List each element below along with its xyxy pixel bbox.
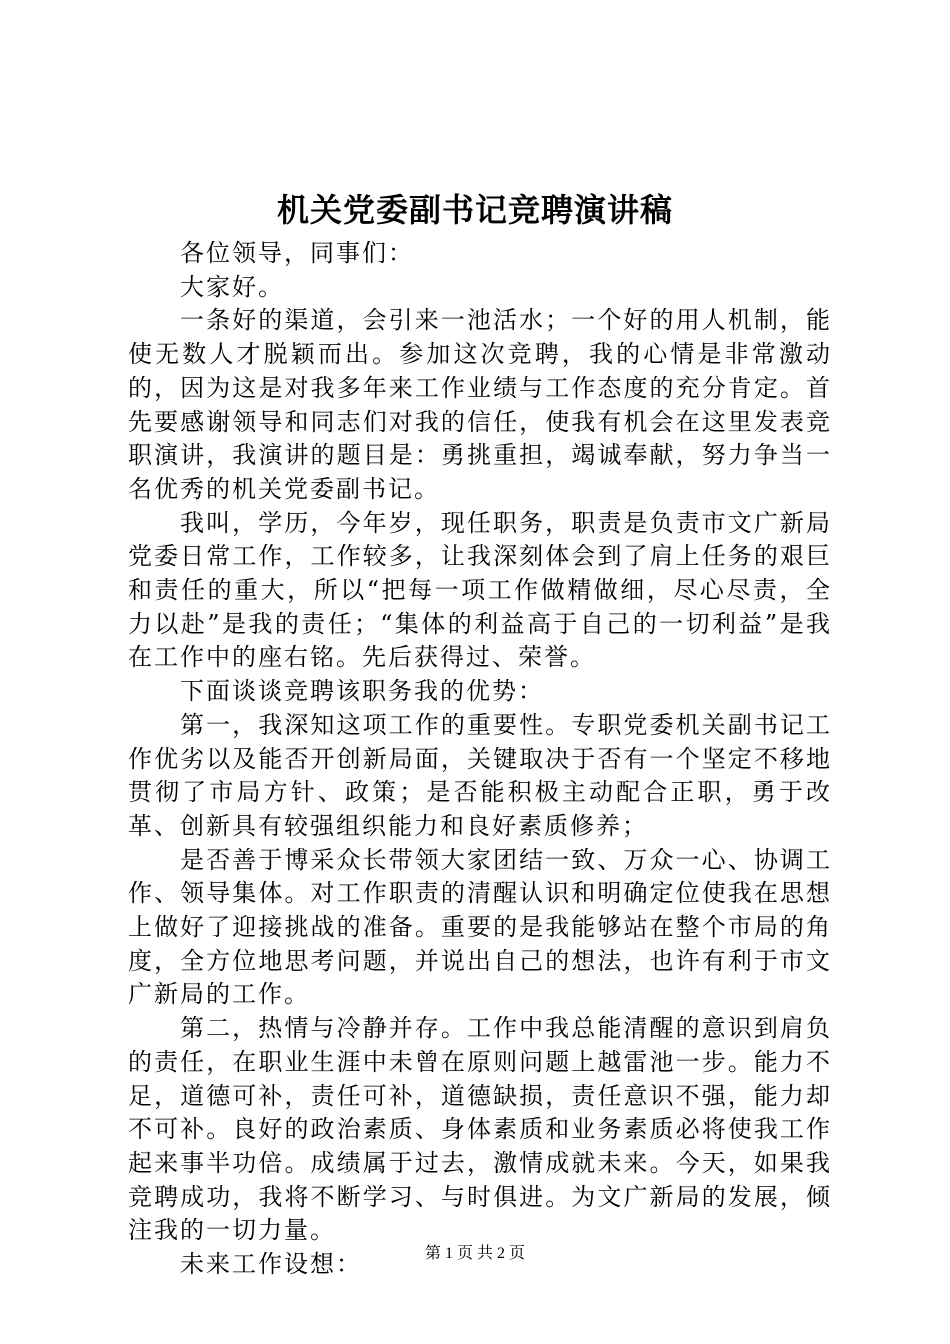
page-number-footer: 第 1 页 共 2 页 <box>424 1245 525 1262</box>
document-body <box>128 237 832 1282</box>
paragraph-intro: 一条好的渠道，会引来一池活水；一个好的用人机制，能使无数人才脱颖而出。参加这次竞聘，我的心情是非常激动的，因为这是对我多年来工作业绩与工作态度的充分肯定。首先要感谢领导和同志们对我的信任，使我有机会在这里发表竞职演讲，我演讲的题目是：勇挑重担，竭诚奉献，努力争当一名优秀的机关党委副书记。 <box>128 306 832 503</box>
paragraph-advantage-first: 第一，我深知这项工作的重要性。专职党委机关副书记工作优劣以及能否开创新局面，关键取决于否有一个坚定不移地贯彻了市局方针、政策；是否能积极主动配合正职，勇于改革、创新具有较强组织能力和良好素质修养； <box>128 710 832 840</box>
paragraph-self-introduction: 我叫，学历，今年岁，现任职务，职责是负责市文广新局党委日常工作，工作较多，让我深刻体会到了肩上任务的艰巨和责任的重大，所以“把每一项工作做精做细，尽心尽责，全力以赴”是我的责任；“集体的利益高于自己的一切利益”是我在工作中的座右铭。先后获得过、荣誉。 <box>128 508 832 672</box>
paragraph-salutation: 各位领导，同事们： <box>180 239 414 267</box>
paragraph-advantages-heading: 下面谈谈竞聘该职务我的优势： <box>180 677 544 706</box>
paragraph-advantage-first-continued: 是否善于博采众长带领大家团结一致、万众一心、协调工作、领导集体。对工作职责的清醒认识和明确定位使我在思想上做好了迎接挑战的准备。重要的是我能够站在整个市局的角度，全方位地思考问题，并说出自己的想法，也许有利于市文广新局的工作。 <box>128 845 832 1009</box>
paragraph-future-plans-heading: 未来工作设想： <box>180 1250 362 1279</box>
paragraph-advantage-second: 第二，热情与冷静并存。工作中我总能清醒的意识到肩负的责任，在职业生涯中未曾在原则问题上越雷池一步。能力不足，道德可补，责任可补，道德缺损，责任意识不强，能力却不可补。良好的政治素质、身体素质和业务素质必将使我工作起来事半功倍。成绩属于过去，激情成就未来。今天，如果我竞聘成功，我将不断学习、与时俱进。为文广新局的发展，倾注我的一切力量。 <box>128 1014 832 1245</box>
paragraph-greeting: 大家好。 <box>180 272 284 301</box>
document-title: 机关党委副书记竞聘演讲稿 <box>276 191 673 229</box>
